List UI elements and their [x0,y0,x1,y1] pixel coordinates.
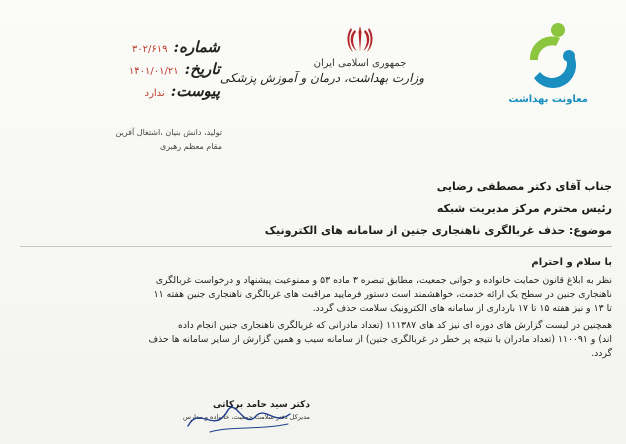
letter-meta [110,38,220,104]
attachment-row [110,82,220,104]
paragraph-line: اند) و ۱۱۰۰۹۱ (تعداد مادران با نتیجه پر خطر در غربالگری جنین) از سامانه سیب و همین گزارش از سایر سامانه ها حذف [148,334,612,345]
republic-name: جمهوری اسلامی ایران [313,58,407,69]
subject-line [192,220,612,242]
signer-title: مدیرکل دفتر سلامت جمعیت، خانواده و مدارس [183,413,310,421]
logo-caption: معاونت بهداشت [508,94,588,105]
health-deputy-logo [508,20,588,120]
signer-name: دکتر سید حامد برکاتی [213,400,310,410]
motto-line: تولید، دانش بنیان ،اشتغال آفرین [115,128,222,137]
addressee-block [192,176,612,242]
attachment-value: ندارد [144,88,165,99]
paragraph-line: تا ۱۳ و نیز هفته ۱۵ تا ۱۷ بارداری از سامانه های الکترونیک سلامت حذف گردد. [312,303,612,314]
ministry-name: وزارت بهداشت، درمان و آموزش پزشکی [219,71,424,85]
ministry-header [219,24,424,114]
paragraph-line: همچنین در لیست گزارش های دوره ای نیز کد های ۱۱۱۳۸۷ (تعداد مادرانی که غربالگری ناهنجاری جنین انجام داده [177,320,612,331]
addressee-name: جناب آقای دکتر مصطفی رضایی [436,180,612,193]
paragraph-line: نظر به ابلاغ قانون حمایت خانواده و جوانی جمعیت، مطابق تبصره ۳ ماده ۵۳ و ممنوعیت پیشنهاد و درخواست غربالگری [155,275,612,286]
number-row [110,38,220,60]
addressee-title: رئیس محترم مرکز مدیریت شبکه [436,202,612,215]
paragraph-line: ناهنجاری جنین در سطح یک ارائه خدمت، خواهشمند است دستور فرمایید مراقبت های غربالگری ناهنجاری جنین هفته ۱۱ [153,289,612,300]
subject-label: موضوع: [568,224,612,237]
date-label: تاریخ: [184,60,220,78]
attachment-label: پیوست: [170,82,220,100]
greeting: با سلام و احترام [531,257,612,268]
paragraph-line: گردد. [591,348,612,359]
motto-attribution: مقام معظم رهبری [159,142,222,151]
date-row [110,60,220,82]
divider [20,246,612,247]
number-value: ۳۰۲/۶۱۹ [131,44,168,55]
paragraph-2 [32,319,612,361]
paragraph-1 [32,274,612,316]
date-value: ۱۴۰۱/۰۱/۲۱ [128,66,179,77]
number-label: شماره: [173,38,220,56]
subject-text: حذف غربالگری ناهنجاری جنین از سامانه های الکترونیک [264,224,566,237]
iran-emblem-icon [346,24,374,54]
health-deputy-logo-icon [520,20,582,92]
letter-body [32,252,612,361]
year-motto [112,126,222,154]
signature-block [170,398,310,444]
